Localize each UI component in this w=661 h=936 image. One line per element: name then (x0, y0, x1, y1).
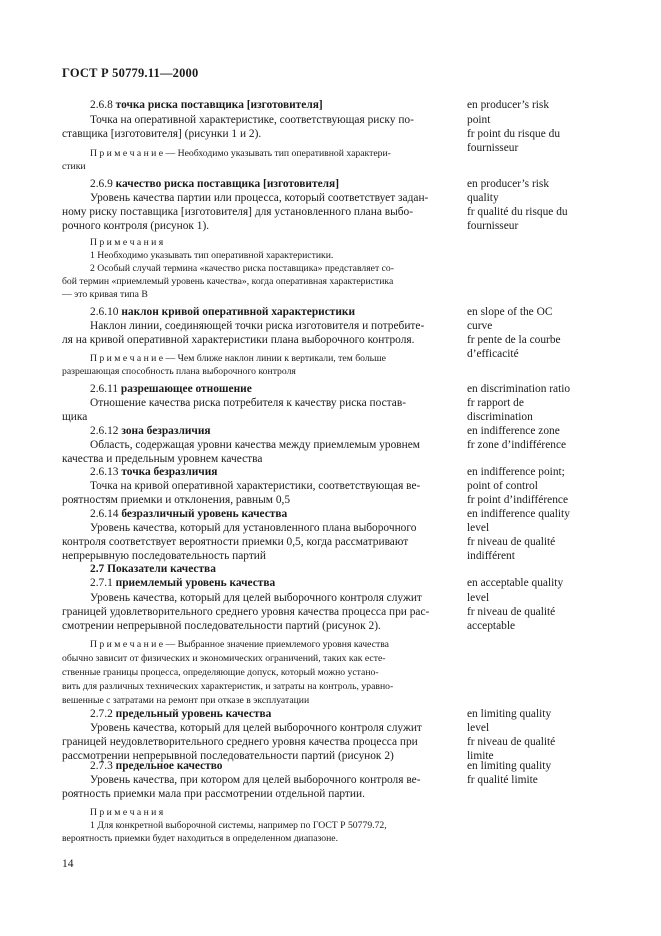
definition-line: Отношение качества риска потребителя к качеству риска постав- (90, 397, 406, 409)
en-term: en acceptable quality (467, 577, 564, 589)
term-number: 2.7.2 (90, 708, 113, 720)
note-line (90, 352, 386, 365)
term-heading-2-6-11 (90, 382, 252, 397)
en-term: curve (467, 320, 493, 332)
notes-label: П р и м е ч а н и я (90, 237, 164, 248)
definition-line: смотрении непрерывной последовательности партий (рисунок 2). (62, 620, 381, 632)
fr-term: fr qualité du risque du (467, 206, 568, 218)
en-term: en producer’s risk (467, 178, 550, 190)
note-line: вероятность приемки будет находиться в определенном диапазоне. (62, 833, 339, 844)
term-heading-2-6-9 (90, 177, 339, 192)
fr-term: fr pente de la courbe (467, 334, 561, 346)
fr-term: indifférent (467, 550, 515, 562)
definition-line: Наклон линии, соединяющей точки риска изготовителя и потребите- (90, 320, 425, 332)
note-text: Чем ближе наклон линии к вертикали, тем больше (177, 353, 386, 364)
fr-term: discrimination (467, 411, 533, 423)
term-heading-2-7-1 (90, 576, 275, 591)
en-term: en limiting quality (467, 760, 552, 772)
fr-term: fr niveau de qualité (467, 606, 556, 618)
page-number: 14 (62, 858, 74, 870)
en-term: en indifference zone (467, 425, 560, 437)
term-number: 2.6.12 (90, 425, 119, 437)
definition-line: границей удовлетворительного среднего уровня качества процесса при рас- (62, 606, 430, 618)
note-line: стики (62, 161, 86, 172)
definition-line: Точка на кривой оперативной характеристики, соответствующая ве- (90, 480, 421, 492)
note-line: ственные границы процесса, определяющие допуск, который можно устано- (62, 667, 379, 678)
document-header: ГОСТ Р 50779.11—2000 (62, 66, 199, 80)
term-name: предельный уровень качества (115, 708, 272, 720)
term-number: 2.6.8 (90, 99, 113, 111)
fr-term: acceptable (467, 620, 516, 632)
en-term: point (467, 114, 491, 126)
term-name: зона безразличия (121, 425, 211, 437)
note-label: П р и м е ч а н и е — (90, 639, 176, 650)
note-line: 1 Для конкретной выборочной системы, например по ГОСТ Р 50779.72, (90, 820, 387, 831)
note-text: Выбранное значение приемлемого уровня качества (177, 639, 389, 650)
term-name: наклон кривой оперативной характеристики (121, 306, 356, 318)
section-heading-2-7: 2.7 Показатели качества (90, 563, 216, 575)
term-name: предельное качество (115, 760, 223, 772)
note-line: 2 Особый случай термина «качество риска поставщика» представляет со- (90, 263, 395, 274)
en-term: en slope of the OC (467, 306, 553, 318)
en-term: en producer’s risk (467, 99, 550, 111)
term-name: точка риска поставщика [изготовителя] (115, 99, 323, 111)
definition-line: непрерывную последовательность партий (62, 550, 267, 562)
note-line: вить для различных технических характеристик, и затраты на контроль, уравно- (62, 681, 394, 692)
term-heading-2-7-2 (90, 707, 271, 722)
en-term: en limiting quality (467, 708, 552, 720)
note-line: бой термин «приемлемый уровень качества», когда оперативная характеристика (62, 276, 394, 287)
definition-line: роятность приемки мала при рассмотрении отдельной партии. (62, 788, 365, 800)
term-name: безразличный уровень качества (121, 508, 288, 520)
definition-line: рочного контроля (рисунок 1). (62, 220, 210, 232)
note-line: вешенные с затратами на ремонт при отказе в эксплуатации (62, 695, 310, 706)
fr-term: fr qualité limite (467, 774, 538, 786)
term-number: 2.6.9 (90, 178, 113, 190)
term-heading-2-7-3 (90, 759, 223, 774)
term-heading-2-6-13 (90, 465, 217, 480)
definition-line: ля на кривой оперативной характеристики плана выборочного контроля. (62, 334, 415, 346)
note-line: — это кривая типа В (62, 289, 148, 300)
fr-term: fr rapport de (467, 397, 524, 409)
term-name: приемлемый уровень качества (115, 577, 276, 589)
fr-term: fr niveau de qualité (467, 736, 556, 748)
term-heading-2-6-12 (90, 424, 211, 439)
definition-line: рассмотрении непрерывной последовательности партий (рисунок 2) (62, 750, 394, 762)
fr-term: fournisseur (467, 220, 519, 232)
fr-term: fr point d’indifférence (467, 494, 568, 506)
term-number: 2.7.3 (90, 760, 113, 772)
definition-line: Уровень качества, при котором для целей выборочного контроля ве- (90, 774, 421, 786)
fr-term: fournisseur (467, 142, 519, 154)
definition-line: щика (62, 411, 88, 423)
term-number: 2.6.14 (90, 508, 119, 520)
definition-line: Область, содержащая уровни качества между приемлемым уровнем (90, 439, 421, 451)
term-name: качество риска поставщика [изготовителя] (115, 178, 339, 190)
definition-line: роятностям приемки и отклонения, равным 0,5 (62, 494, 291, 506)
definition-line: ному риску поставщика [изготовителя] для установленного плана выбо- (62, 206, 414, 218)
term-number: 2.6.13 (90, 466, 119, 478)
note-line: обычно зависит от физических и экономических ограничений, таких как есте- (62, 653, 386, 664)
notes-label: П р и м е ч а н и я (90, 807, 164, 818)
term-number: 2.6.11 (90, 383, 119, 395)
term-number: 2.6.10 (90, 306, 119, 318)
note-label: П р и м е ч а н и е — (90, 353, 176, 364)
definition-line: границей неудовлетворительного среднего уровня качества процесса при (62, 736, 418, 748)
definition-line: Уровень качества партии или процесса, который соответствует задан- (90, 192, 429, 204)
term-heading-2-6-8 (90, 98, 323, 113)
term-heading-2-6-14 (90, 507, 287, 522)
term-number: 2.7.1 (90, 577, 113, 589)
fr-term: fr point du risque du (467, 128, 561, 140)
term-name: разрешающее отношение (120, 383, 252, 395)
fr-term: limite (467, 750, 494, 762)
en-term: point of control (467, 480, 538, 492)
term-name: точка безразличия (121, 466, 218, 478)
en-term: level (467, 722, 490, 734)
en-term: level (467, 522, 490, 534)
definition-line: качества и предельным уровнем качества (62, 453, 263, 465)
en-term: quality (467, 192, 499, 204)
en-term: en discrimination ratio (467, 383, 571, 395)
note-line: 1 Необходимо указывать тип оперативной характеристики. (90, 250, 334, 261)
en-term: level (467, 592, 490, 604)
definition-line: Уровень качества, который для целей выборочного контроля служит (90, 722, 422, 734)
note-label: П р и м е ч а н и е — (90, 148, 176, 159)
fr-term: fr niveau de qualité (467, 536, 556, 548)
definition-line: контроля соответствует вероятности приемки 0,5, когда рассматривают (62, 536, 409, 548)
note-line: разрешающая способность плана выборочного контроля (62, 366, 296, 377)
en-term: en indifference quality (467, 508, 570, 520)
definition-line: ставщика [изготовителя] (рисунки 1 и 2). (62, 128, 262, 140)
fr-term: fr zone d’indifférence (467, 439, 567, 451)
definition-line: Уровень качества, который для установленного плана выборочного (90, 522, 417, 534)
note-text: Необходимо указывать тип оперативной характери- (177, 148, 391, 159)
term-heading-2-6-10 (90, 305, 355, 320)
definition-line: Точка на оперативной характеристике, соответствующая риску по- (90, 114, 414, 126)
note-line (90, 147, 391, 160)
note-line (90, 638, 389, 651)
en-term: en indifference point; (467, 466, 565, 478)
fr-term: d’efficacité (467, 348, 519, 360)
definition-line: Уровень качества, который для целей выборочного контроля служит (90, 592, 422, 604)
